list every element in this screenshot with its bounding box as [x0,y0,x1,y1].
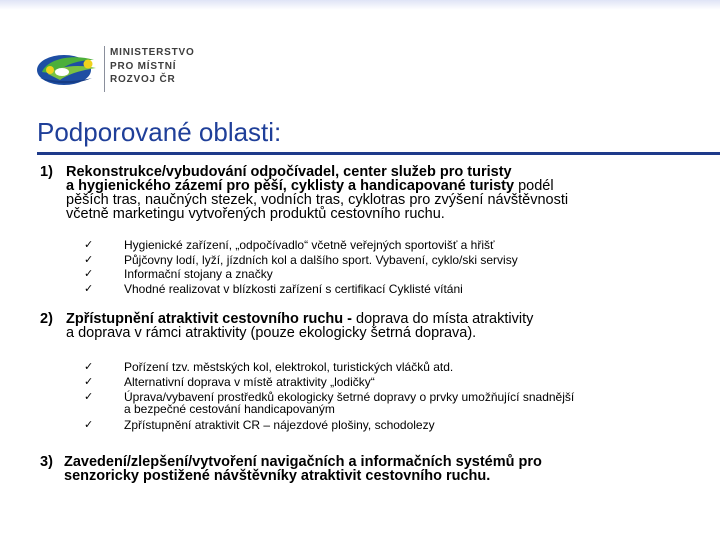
item-2-bold: Zpřístupnění atraktivit cestovního ruchu - [66,311,353,327]
list-item: ✓ Hygienické zařízení, „odpočívadlo“ včetně veřejných sportovišť a hřišť [84,238,495,252]
list-item: ✓ Půjčovny lodí, lyží, jízdních kol a dalšího sport. Vybavení, cyklo/ski servisy [84,252,518,267]
item-3-line: senzoricky postižené návštěvníky atraktivit cestovního ruchu. [64,468,491,484]
list-item: ✓ Informační stojany a značky [84,267,273,281]
checkmark-icon: ✓ [84,391,94,403]
item-1-line: Rekonstrukce/vybudování odpočívadel, center služeb pro turisty [66,164,512,180]
item-2 [40,312,710,340]
item-3-line: Zavedení/zlepšení/vytvoření navigačních a informačních systémů pro [64,454,542,470]
item-1-text: podél [514,178,554,194]
item-2-text: doprava do místa atraktivity [352,311,534,327]
item-1-line: včetně marketingu vytvořených produktů cestovního ruchu. [66,206,445,222]
item-1-line: pěších tras, naučných stezek, vodních tras, cyklotras pro zvýšení návštěvnosti [66,192,569,208]
item-1-line: a hygienického zázemí pro pěší, cyklisty a handicapované turisty [66,178,515,194]
item-2-bullets [84,360,574,433]
ministry-line: PRO MÍSTNÍ [110,60,177,72]
list-item: ✓ Pořízení tzv. městských kol, elektrokol, turistických vláčků atd. [84,360,454,374]
checkmark-icon: ✓ [84,268,94,280]
list-item: ✓ Vhodné realizovat v blízkosti zařízení s certifikací Cyklisté vítáni [84,281,463,296]
item-number: 2) [40,311,53,327]
top-band [0,0,720,10]
item-2-line: a doprava v rámci atraktivity (pouze ekologicky šetrná doprava). [66,325,477,341]
item-3 [40,455,710,483]
list-item: ✓ Úprava/vybavení prostředků ekologicky šetrné dopravy o prvky umožňující snadnější a bezpečné cestování handicapovaným [84,390,575,416]
list-item: ✓ Zpřístupnění atraktivit CR – nájezdové plošiny, schodolezy [84,418,435,432]
ministry-line: ROZVOJ ČR [110,74,176,85]
item-1-bullets [84,238,518,296]
checkmark-icon: ✓ [84,361,94,373]
checkmark-icon: ✓ [84,375,94,388]
checkmark-icon: ✓ [84,419,94,431]
logo-separator [104,46,105,92]
item-number: 1) [40,164,53,180]
ministry-line: MINISTERSTVO [110,47,195,58]
ministry-logo [34,48,102,88]
ministry-name [110,46,195,87]
page-title: Podporované oblasti: [37,117,282,147]
checkmark-icon: ✓ [84,253,94,266]
list-item: ✓ Alternativní doprava v místě atraktivity „lodičky“ [84,374,375,389]
title-underline [37,152,720,155]
item-1 [40,165,710,221]
checkmark-icon: ✓ [84,239,94,251]
item-number: 3) [40,454,53,470]
checkmark-icon: ✓ [84,282,94,295]
